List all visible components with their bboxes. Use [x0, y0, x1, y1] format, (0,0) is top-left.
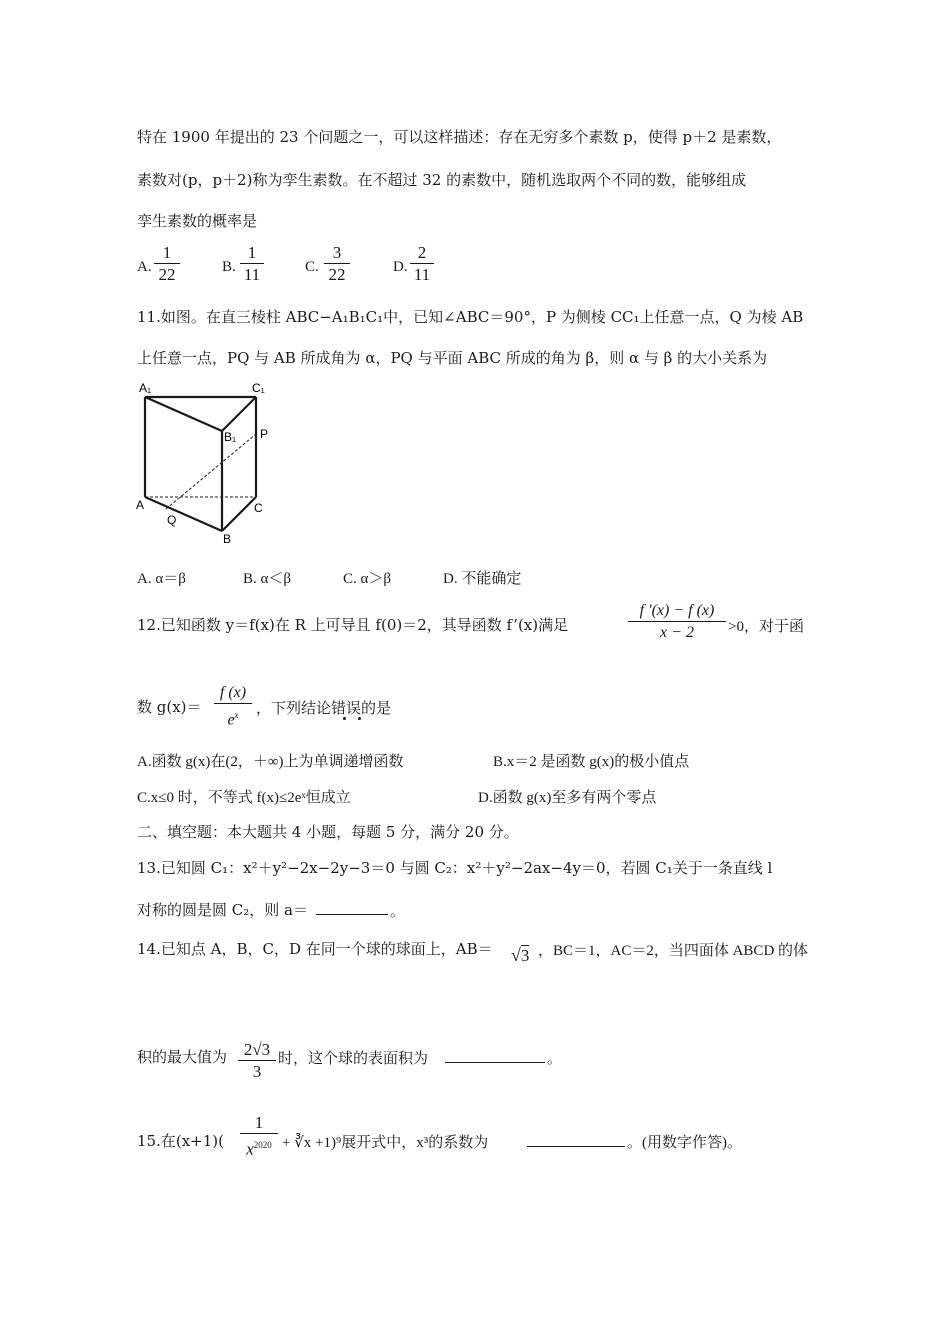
q12-g-fraction: f (x) $e^x$	[214, 683, 252, 731]
label-b1: B₁	[224, 430, 237, 444]
q12-option-d: D.函数 g(x)至多有两个零点	[478, 790, 657, 806]
q14-answer-blank[interactable]	[445, 1062, 545, 1063]
q11-option-d: D. 不能确定	[443, 571, 522, 587]
q15-start: 15.在(x+1)(	[137, 1132, 224, 1150]
q14-line2-start: 积的最大值为	[137, 1048, 228, 1066]
q14-line1-end: ，BC＝1，AC＝2，当四面体 ABCD 的体	[538, 943, 809, 959]
q10-option-b-label: B.	[222, 259, 236, 275]
q10-option-c-fraction: 3 22	[324, 243, 350, 286]
q10-option-b-fraction: 1 11	[240, 243, 264, 286]
emphasis-dot	[358, 717, 361, 720]
q10-option-d-label: D.	[393, 259, 408, 275]
label-a: A	[136, 498, 145, 512]
q10-line3: 孪生素数的概率是	[137, 212, 258, 230]
q13-line2-end: 。	[390, 904, 406, 920]
edge-b1c1	[222, 397, 256, 431]
q10-option-c-label: C.	[305, 259, 319, 275]
q15-mid: + ∛x +1)⁹展开式中，x³的系数为	[282, 1135, 489, 1151]
q12-line1-end: >0，对于函	[728, 619, 804, 635]
q12-inequality-fraction: f ′(x) − f (x) x − 2	[628, 601, 726, 644]
q14-line2-end: 。	[547, 1051, 563, 1067]
q10-line1: 特在 1900 年提出的 23 个问题之一，可以这样描述：存在无穷多个素数 p，使得 p＋2 是素数，	[137, 128, 782, 146]
q14-volume-fraction: 2√3 3	[238, 1040, 276, 1083]
label-a1: A₁	[139, 381, 152, 395]
label-q: Q	[167, 513, 177, 527]
label-p: P	[260, 427, 269, 441]
q14-line1-start: 14.已知点 A，B，C，D 在同一个球的球面上，AB＝	[137, 940, 493, 958]
q12-option-c: C.x≤0 时，不等式 f(x)≤2eˣ恒成立	[137, 790, 351, 806]
label-c1: C₁	[252, 381, 265, 395]
q13-line2-start: 对称的圆是圆 C₂，则 a＝	[137, 901, 308, 919]
q15-end: 。(用数字作答)。	[627, 1135, 742, 1151]
edge-a1b1	[145, 397, 222, 431]
q11-line2: 上任意一点，PQ 与 AB 所成角为 α，PQ 与平面 ABC 所成的角为 β，则 α 与 β 的大小关系为	[137, 349, 768, 367]
q14-sqrt3: √3	[511, 945, 530, 965]
label-b: B	[223, 532, 232, 546]
edge-ab	[145, 497, 222, 531]
q14-line2-mid: 时，这个球的表面积为	[278, 1051, 429, 1067]
q12-line2-end: ，下列结论错误的是	[256, 701, 392, 717]
q10-option-a-fraction: 1 22	[154, 243, 180, 286]
q12-line1-start: 12.已知函数 y＝f(x)在 R 上可导且 f(0)＝2，其导函数 f’(x)满足	[137, 616, 569, 634]
edge-bc	[222, 497, 256, 531]
q10-option-d-fraction: 2 11	[410, 243, 434, 286]
q11-line1: 11.如图。在直三棱柱 ABC−A₁B₁C₁中，已知∠ABC＝90°，P 为侧棱 CC₁上任意一点，Q 为棱 AB	[137, 308, 804, 326]
q15-answer-blank[interactable]	[527, 1146, 625, 1147]
q12-option-a: A.函数 g(x)在(2，＋∞)上为单调递增函数	[137, 754, 404, 770]
q11-option-c: C. α＞β	[343, 571, 391, 587]
prism-figure	[130, 378, 280, 546]
segment-pq	[166, 434, 256, 509]
q15-fraction: 1 $x^{2020}$	[240, 1113, 278, 1161]
q13-line1: 13.已知圆 C₁：x²＋y²−2x−2y−3＝0 与圆 C₂：x²＋y²−2ax−4y＝0，若圆 C₁关于一条直线 l	[137, 859, 773, 877]
q13-answer-blank[interactable]	[316, 914, 388, 915]
label-c: C	[254, 501, 263, 515]
section-2-heading: 二、填空题：本大题共 4 小题，每题 5 分，满分 20 分。	[137, 823, 519, 841]
q10-line2: 素数对(p，p＋2)称为孪生素数。在不超过 32 的素数中，随机选取两个不同的数，能够组成	[137, 171, 747, 189]
q10-option-a-label: A.	[137, 259, 152, 275]
q12-option-b: B.x＝2 是函数 g(x)的极小值点	[493, 754, 690, 770]
emphasis-dot	[343, 717, 346, 720]
q11-option-b: B. α＜β	[243, 571, 291, 587]
q12-line2-start: 数 g(x)＝	[137, 698, 202, 716]
q11-option-a: A. α＝β	[137, 571, 186, 587]
